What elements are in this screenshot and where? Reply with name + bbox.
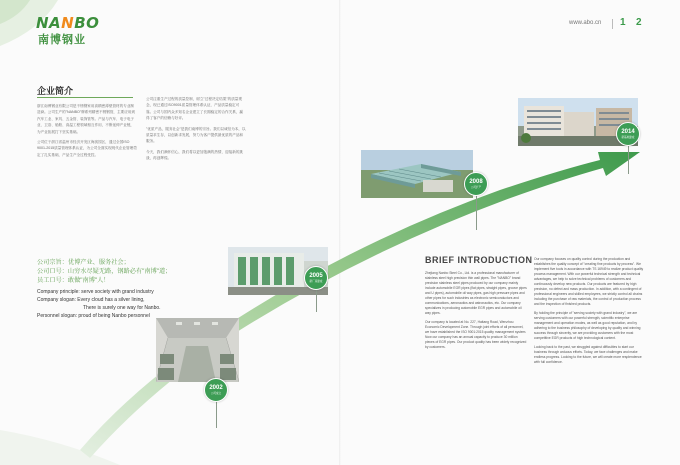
workshop-photo-2002 [156, 318, 239, 382]
en-paragraph: Our company focuses on quality control during the production and establishes the quality concept of "creating fine products by process". We implement five tools in accordance with TS 16949 to realize product quality process management. With our powerful technical strength and technical advantages, we help to solve technical problems of customers and continuously develop new products. Our products are featured by high precision, no defect and mass production. In addition, with a contingent of professional engineers and skilled employees, we strictly control all chains including the purchase of raw materials, the control of production process and the inspection of finished products. [534, 257, 644, 306]
cn-paragraph: 公司位于浙江省温州市经济开发区海滨园区，通过全国ISO 9001-2015质量管理体系认证，为公司全面实现现代企业管理奠定了扎实基础，产品生产全过程受控。 [37, 140, 137, 157]
slogan-en-personnel: Personnel slogan: proud of being Nanbo personnel [37, 313, 150, 319]
cn-paragraph: 今天，我们满怀信心，我们将以更加饱满的热情，迎接新的挑战，再创辉煌。 [146, 149, 244, 161]
page-number-right: 2 [636, 17, 642, 28]
en-paragraph: Zhejiang Nanbo Steel Co., Ltd. is a professional manufacturer of stainless steel high precision thin wall pipes. The "NANBO" brand precision stainless steel pipes produced by our company mainly include automobile EGR pipes (flat pipes, straight pipes, groove pipes and U pipes), automobile oil way pipes, gas high pressure pipes and other pipes for such industries as electronic semiconductors and communications, aeronautics and astronautics, etc. Our company specializes in producing automobile EGR pipes and automobile oil way pipes. [425, 271, 527, 315]
cn-intro-column-2 [146, 96, 246, 166]
milestone-2014-badge: 2014 新基地建成 [616, 122, 640, 146]
cn-intro-column-1 [37, 103, 137, 162]
en-intro-column-2 [534, 257, 646, 369]
milestone-2008-badge: 2008 公司扩产 [464, 172, 488, 196]
en-section-title: BRIEF INTRODUCTION [425, 255, 533, 265]
en-intro-column-1 [425, 271, 527, 354]
en-paragraph: By holding the principle of "serving society with grand industry", we are serving customers with our powerful strength, scientific enterprise management and operation modes, as well as good reputation, and by adhering to the business philosophy of developing by quality and winning success through sincerity, we are providing customers with the most competitive EGR products of high technological content. [534, 311, 641, 340]
slogan-cn-personnel: 员工口号：敢做"南博"人！ [37, 277, 110, 284]
slogan-en-company-cont: There is surely one way for Nanbo. [83, 305, 161, 311]
slogan-en-principle: Company principle: serve society with grand industry [37, 289, 154, 295]
slogan-cn-principle: 公司宗旨：优博产业、服务社会； [37, 259, 130, 266]
milestone-2005-badge: 2005 新厂房建成 [304, 266, 328, 290]
cn-paragraph: 浙江南博钢业有限公司是不锈钢家用高精密薄壁管材的专业制造商。公司生产的"NANBO"牌系列精密不锈钢管，主要应用到汽车工业、家具、五金管、装饰管等。产品与汽车、电子电子业、卫浴、船舶、高温工程领域相互作用，不断延伸产业链，为产业拓展打下坚实基础。 [37, 104, 135, 134]
slogan-cn-company: 公司口号：山穷水尽疑无路，钢路必有"南博"道； [37, 268, 172, 275]
website-url: www.abo.cn [569, 20, 602, 26]
en-paragraph: Looking back to the past, we struggled against difficulties to start our business through arduous efforts. Today, we face challenges and make endless progress. Looking to the future, we will create more resplendence with full confidence. [534, 345, 642, 364]
page-number-left: 1 [620, 17, 626, 28]
en-paragraph: Our company is located at No. 227, Haitang Road, Wenzhou Economic Development Zone. Through joint efforts of all personnel, we have established the ISO 9001:2015 quality management system. Now our company has an annual capacity to produce 30 million pieces of EGR pipes. Our product quality has been widely recognized by customers. [425, 320, 527, 349]
cn-paragraph: 公司注重生产过程的质量控制，树立"过程决定结果"的质量观念，现已通过ISO9001质量管理体系认证，产品质量稳定可靠。公司与国内众多知名企业建立了长期稳定的合作关系，赢得了客户的信赖与好评。 [146, 97, 244, 121]
slogan-en-company: Company slogan: Every cloud has a silver lining, [37, 297, 145, 303]
cn-title-rule [37, 97, 133, 98]
cn-paragraph: "优质产品，服务社会"是我们南博的宗旨。我们以诚信为本，以质量求生存，以创新求发展，努力为客户提供最优质的产品和服务。 [146, 126, 246, 144]
logo-chinese-name: 南博钢业 [38, 34, 86, 46]
logo-wordmark: NANBO [36, 14, 100, 32]
factory-aerial-photo-2008 [361, 150, 473, 198]
milestone-stem [476, 190, 477, 230]
cn-section-title: 企业简介 [37, 86, 74, 96]
milestone-2002-badge: 2002 公司成立 [204, 378, 228, 402]
